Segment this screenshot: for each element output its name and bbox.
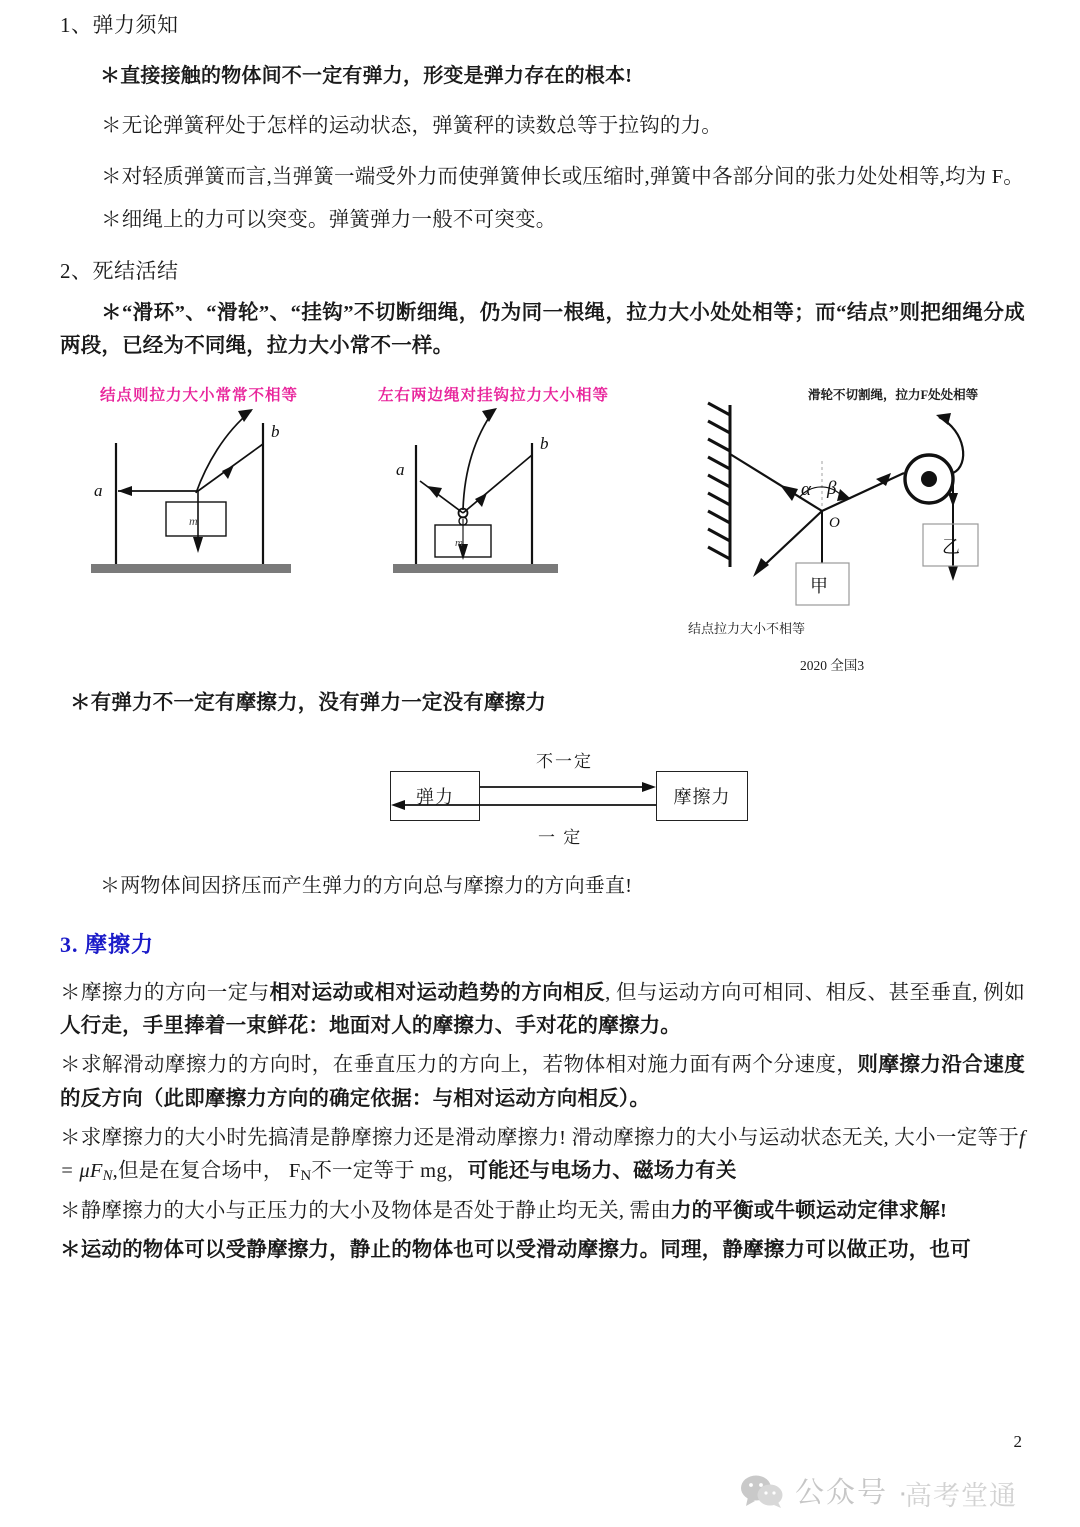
figure-label-mid: 左右两边绳对挂钩拉力大小相等	[378, 387, 610, 405]
elastic-friction-flowchart	[60, 747, 1025, 852]
section-1-bullet-2: ＊无论弹簧秤处于怎样的运动状态，弹簧秤的读数总等于拉钩的力。	[101, 114, 722, 137]
section-1-bullet-4: ＊细绳上的力可以突变。弹簧弹力一般不可突变。	[101, 209, 557, 232]
figure-row	[60, 381, 1025, 681]
watermark-brand: 高考堂通	[905, 1481, 1017, 1511]
section-1-bullet-1: ＊直接接触的物体间不一定有弹力，形变是弹力存在的根本!	[100, 64, 633, 87]
friction-formula-sub: N	[102, 1168, 113, 1185]
s3-1-b: 相对运动或相对运动趋势的方向相反	[269, 982, 606, 1004]
section-3-item-3	[60, 1122, 1025, 1189]
section-3-item-4	[60, 1195, 1025, 1228]
s3-1-c: , 但与运动方向可相同、相反、甚至垂直, 例如	[605, 982, 1026, 1004]
s3-2-a: ＊求解滑动摩擦力的方向时，在垂直压力的方向上，若物体相对施力面有两个分速度，	[60, 1054, 858, 1077]
wechat-icon	[740, 1474, 784, 1508]
figure-live-knot	[390, 403, 620, 588]
svg-text:α: α	[801, 479, 811, 501]
page-number: 2	[1013, 1432, 1022, 1451]
svg-text:a: a	[396, 460, 405, 480]
section-2-heading: 2、死结活结	[60, 258, 179, 283]
s3-1-d: 人行走，手里捧着一束鲜花：地面对人的摩擦力、手对花的摩擦力。	[60, 1015, 681, 1038]
figure-pulley-wall	[670, 401, 1025, 626]
figure-label-right: 滑轮不切割绳，拉力F处处相等	[808, 388, 979, 403]
svg-text:乙: 乙	[942, 537, 960, 558]
section-2-bullet: ＊“滑环”、“滑轮”、“挂钩”不切断细绳，仍为同一根绳，拉力大小处处相等；而“结点”则把细绳分成两段，已经为不同绳，拉力大小常不一样。	[60, 302, 1025, 358]
watermark	[740, 1470, 910, 1511]
s3-3-d: 可能还与电场力、磁场力有关	[467, 1160, 737, 1183]
flow-box-elastic: 弹力	[390, 771, 480, 821]
figure-dead-knot	[88, 403, 318, 588]
section-3-item-1	[60, 977, 1025, 1043]
s3-4-a: ＊静摩擦力的大小与正压力的大小及物体是否处于静止均无关, 需由	[60, 1200, 671, 1223]
section-3-item-5: ＊运动的物体可以受静摩擦力，静止的物体也可以受滑动摩擦力。同理，静摩擦力可以做正功，也可	[60, 1239, 971, 1262]
svg-text:甲: 甲	[810, 576, 828, 597]
flow-label-top: 不一定	[536, 751, 593, 771]
s3-1-a: ＊摩擦力的方向一定与	[60, 982, 270, 1004]
svg-text:m: m	[455, 537, 463, 550]
s3-4-b: 力的平衡或牛顿运动定律求解!	[670, 1200, 948, 1223]
section-3-item-2	[60, 1049, 1025, 1115]
section-1-heading: 1、弹力须知	[60, 13, 179, 37]
section-3-heading: 3. 摩擦力	[60, 932, 155, 957]
flow-label-bottom: 一 定	[538, 827, 583, 847]
s3-3-c: ,但是在复合场中， $F_N$不一定等于 mg，	[112, 1160, 468, 1185]
figure-caption-right: 结点拉力大小不相等	[688, 621, 806, 637]
svg-text:β: β	[827, 478, 837, 500]
svg-text:b: b	[271, 422, 280, 442]
elastic-friction-perpendicular-bullet: ＊两物体间因挤压而产生弹力的方向总与摩擦力的方向垂直!	[100, 874, 633, 897]
elastic-friction-bullet: ＊有弹力不一定有摩擦力，没有弹力一定没有摩擦力	[70, 692, 547, 715]
svg-text:b: b	[540, 434, 549, 454]
friction-formula-main: f = μF	[60, 1126, 1025, 1183]
svg-text:a: a	[94, 481, 103, 501]
s3-3-a: ＊求摩擦力的大小时先搞清是静摩擦力还是滑动摩擦力! 滑动摩擦力的大小与运动状态无关, 大小一定等于	[60, 1126, 1020, 1149]
figure-label-left: 结点则拉力大小常常不相等	[100, 387, 299, 405]
s3-2-b: 则摩擦力沿合速度的反方向（此即摩擦力方向的确定依据：与相对运动方向相反）。	[60, 1054, 1025, 1110]
figure-source-right: 2020 全国3	[800, 658, 865, 674]
svg-text:O: O	[829, 515, 840, 532]
document-content	[60, 0, 1025, 1268]
watermark-text: 公众号 ·	[795, 1477, 910, 1509]
svg-text:m: m	[189, 514, 198, 529]
flow-box-friction: 摩擦力	[656, 771, 748, 821]
section-1-bullet-3: ＊对轻质弹簧而言,当弹簧一端受外力而使弹簧伸长或压缩时,弹簧中各部分间的张力处处相等,均为 F。	[101, 166, 1024, 189]
